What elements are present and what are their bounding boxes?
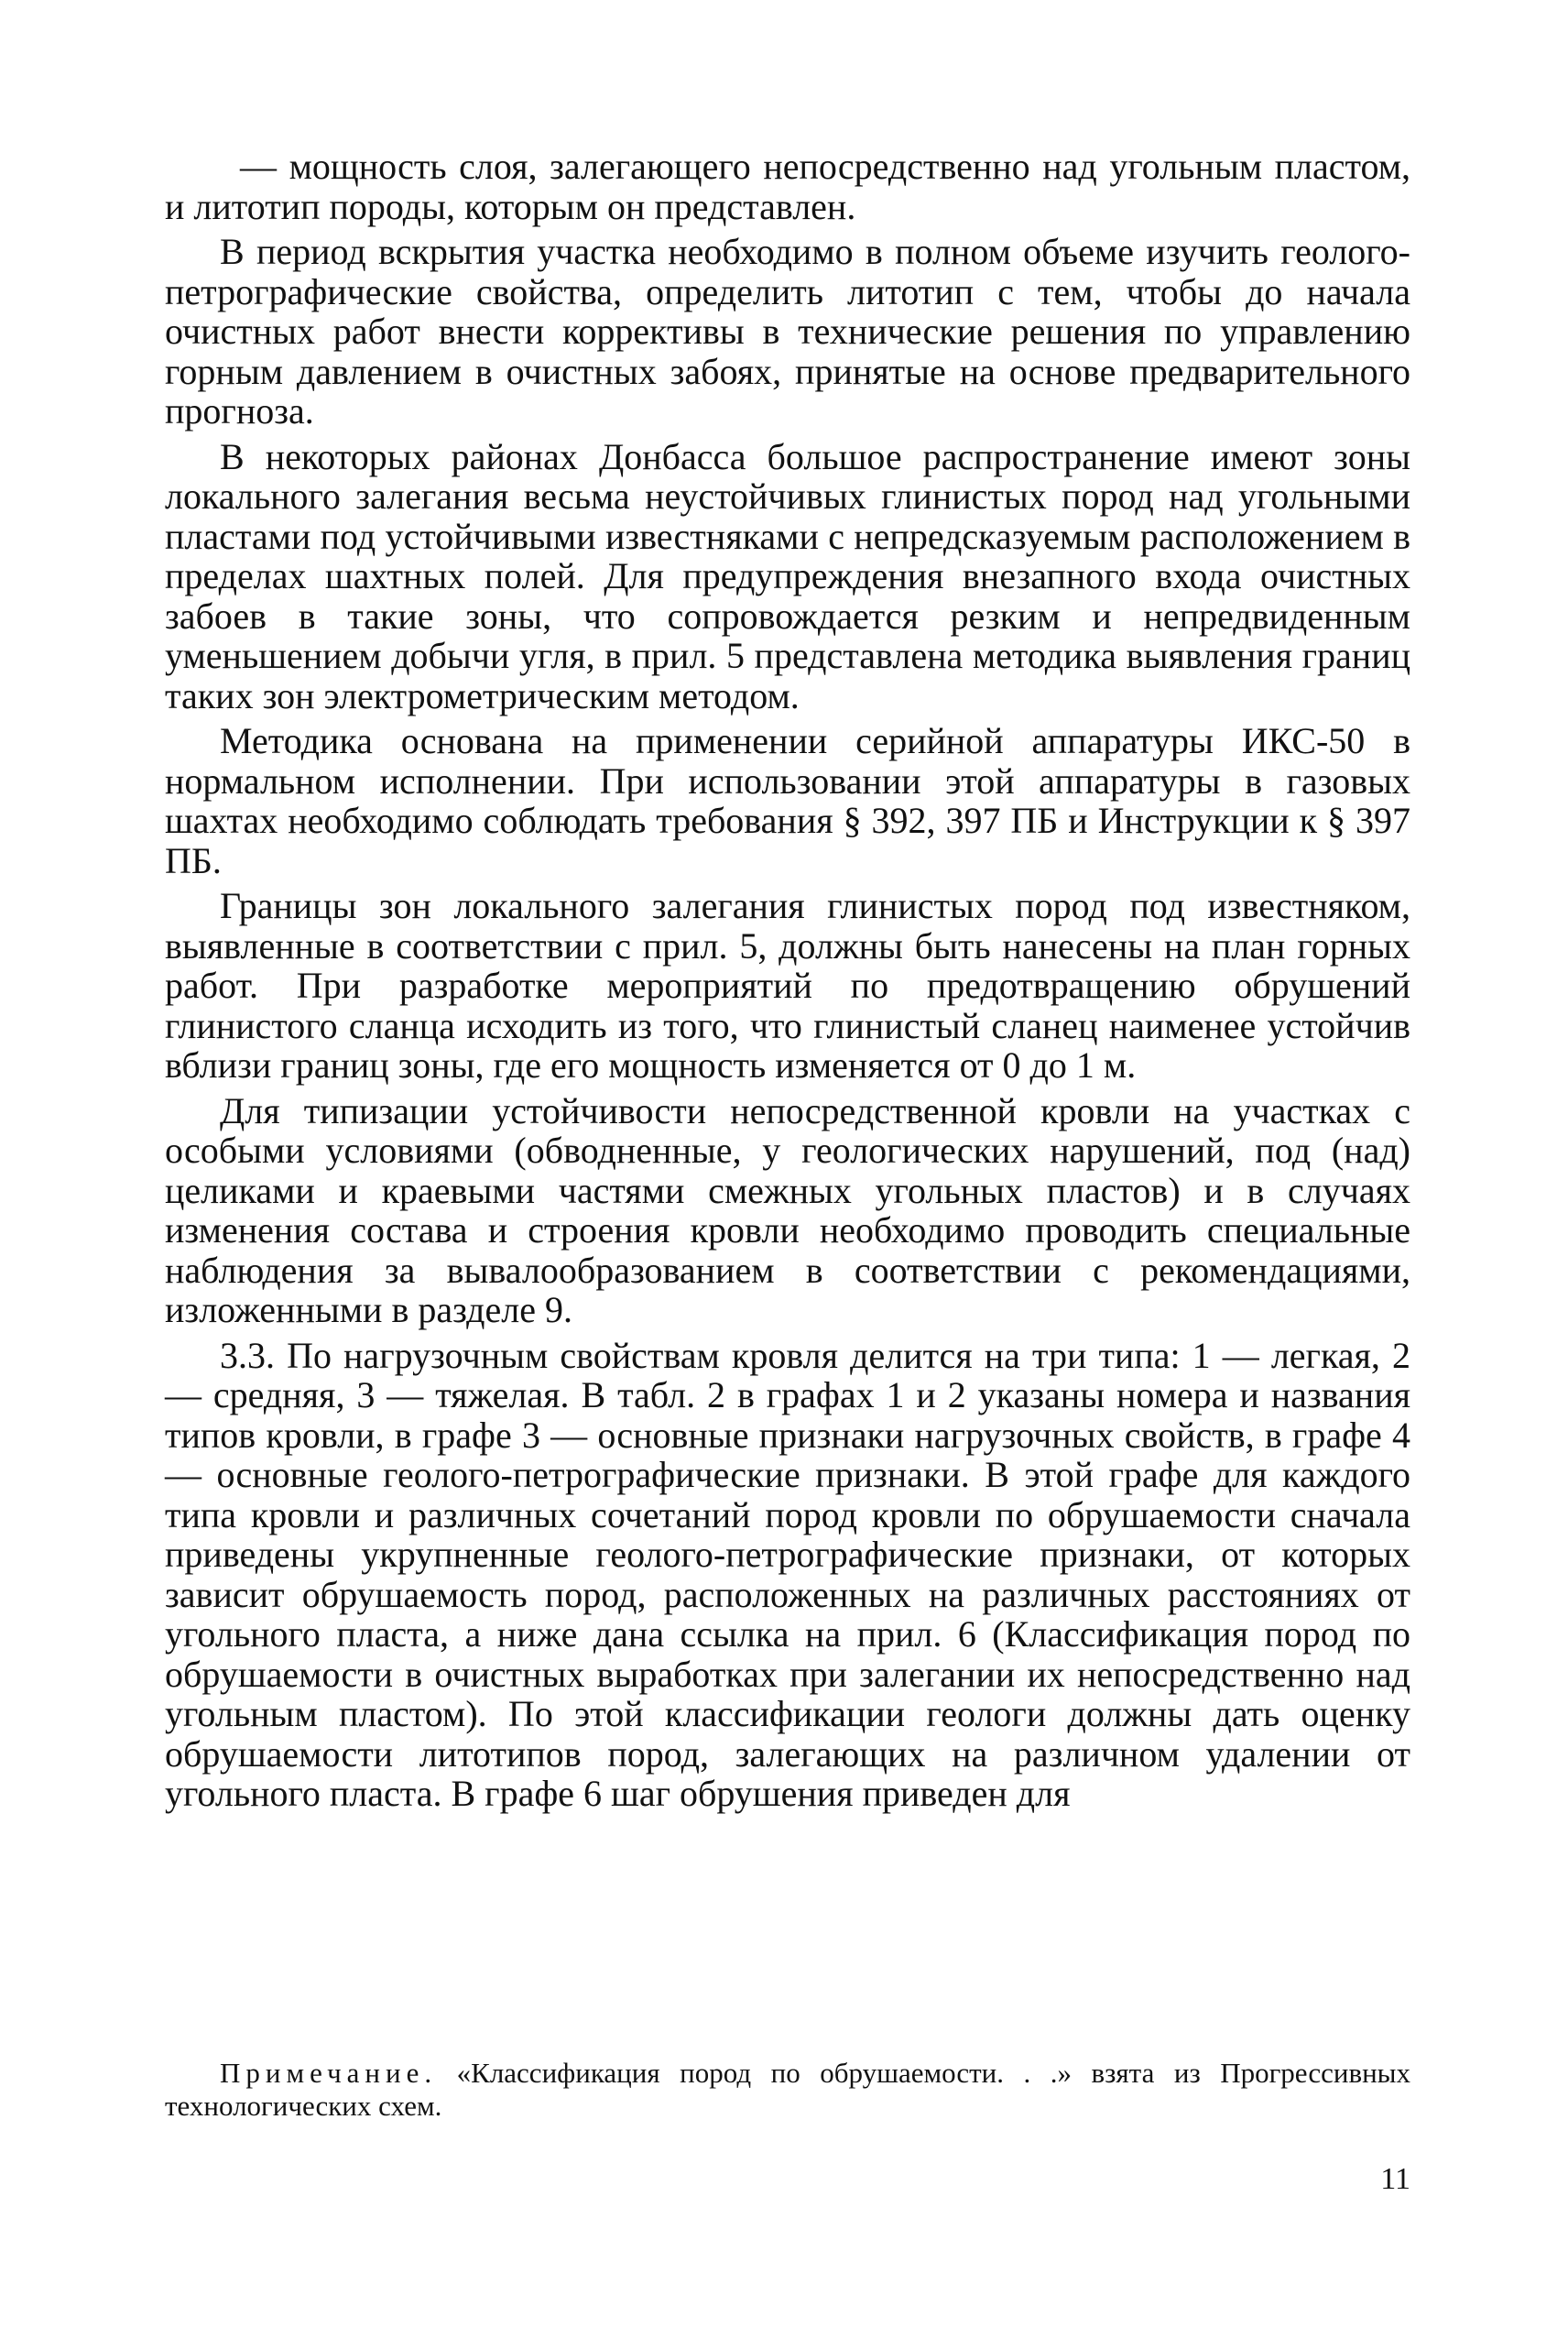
paragraph-1: — мощность слоя, залегающего непосредственно над угольным пластом, и литотип породы, которым он представлен. [165, 146, 1410, 227]
footnote-label: Примечание. [220, 2057, 438, 2089]
page-number: 11 [1380, 2162, 1410, 2196]
paragraph-3: В некоторых районах Донбасса большое распространение имеют зоны локального залегания весьма неустойчивых глинистых пород над угольными пластами под устойчивыми известняками с непредсказуемым расположением в пределах шахтных полей. Для предупреждения внезапного входа очистных забоев в такие зоны, что сопровождается резким и непредвиденным уменьшением добычи угля, в прил. 5 представлена методика выявления границ таких зон электрометрическим методом. [165, 435, 1410, 716]
paragraph-4: Методика основана на применении серийной аппаратуры ИКС-50 в нормальном исполнении. При использовании этой аппаратуры в газовых шахтах необходимо соблюдать требования § 392, 397 ПБ и Инструкции к § 397 ПБ. [165, 720, 1410, 881]
paragraph-7: 3.3. По нагрузочным свойствам кровля делится на три типа: 1 — легкая, 2 — средняя, 3 — тяжелая. В табл. 2 в графах 1 и 2 указаны номера и названия типов кровли, в графе 3 — основные признаки нагрузочных свойств, в графе 4 — основные геолого-петрографические признаки. В этой графе для каждого типа кровли и различных сочетаний пород кровли по обрушаемости сначала приведены укрупненные геолого-петрографические признаки, от которых зависит обрушаемость пород, расположенных на различных расстояниях от угольного пласта, а ниже дана ссылка на прил. 6 (Классификация пород по обрушаемости в очистных выработках при залегании их непосредственно над угольным пластом). По этой классификации геологи должны дать оценку обрушаемости литотипов пород, залегающих на различном удалении от угольного пласта. В графе 6 шаг обрушения приведен для [165, 1334, 1410, 1814]
footnote [165, 2057, 1410, 2123]
paragraph-2: В период вскрытия участка необходимо в полном объеме изучить геолого-петрографические свойства, определить литотип с тем, чтобы до начала очистных работ внести коррективы в технические решения по управлению горным давлением в очистных забоях, принятые на основе предварительного прогноза. [165, 231, 1410, 432]
body-text [165, 147, 1410, 1819]
paragraph-6: Для типизации устойчивости непосредственной кровли на участках с особыми условиями (обводненные, у геологических нарушений, под (над) целиками и краевыми частями смежных угольных пластов) и в случаях изменения состава и строения кровли необходимо проводить специальные наблюдения за вывалообразованием в соответствии с рекомендациями, изложенными в разделе 9. [165, 1089, 1410, 1330]
footnote-text: «Классификация пород по обрушаемости. . .» взята из Прогрессивных технологических схем. [165, 2057, 1410, 2122]
paragraph-5: Границы зон локального залегания глинистых пород под известняком, выявленные в соответствии с прил. 5, должны быть нанесены на план горных работ. При разработке мероприятий по предотвращению обрушений глинистого сланца исходить из того, что глинистый сланец наименее устойчив вблизи границ зоны, где его мощность изменяется от 0 до 1 м. [165, 885, 1410, 1086]
